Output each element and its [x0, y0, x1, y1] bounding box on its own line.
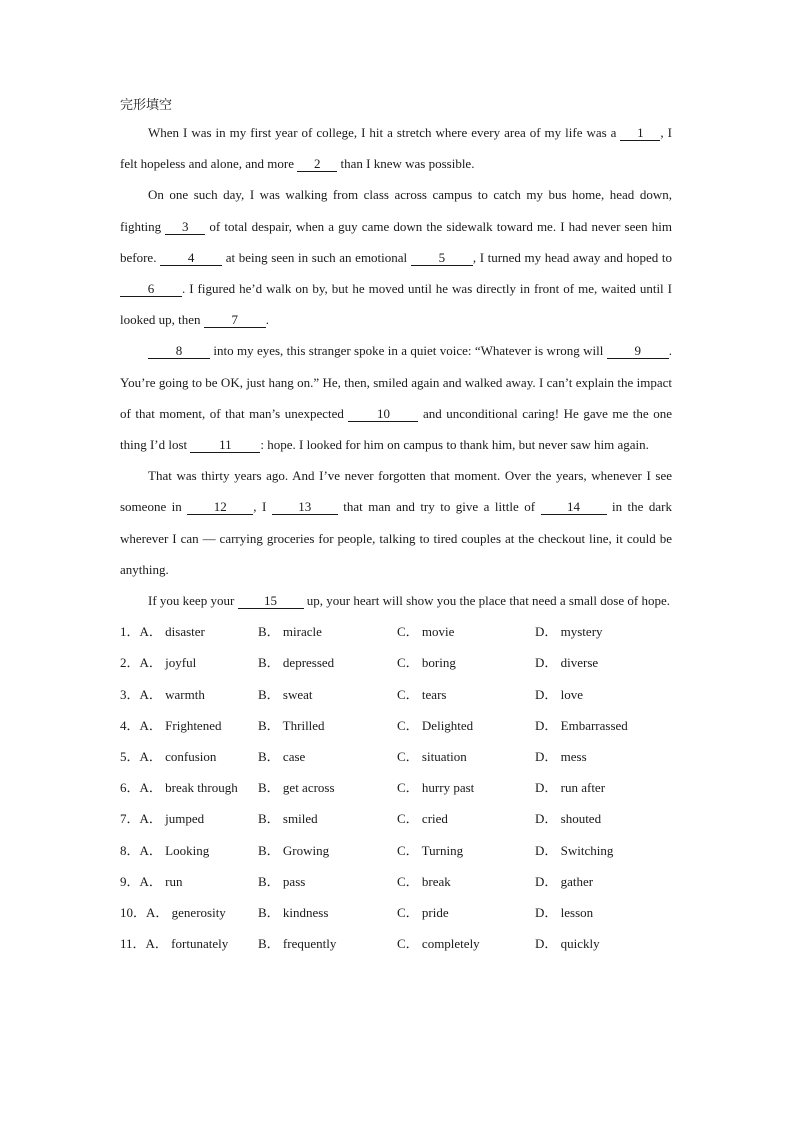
cloze-exercise — [120, 96, 672, 959]
passage-paragraph — [120, 585, 672, 616]
passage-text: That was thirty years ago. And I’ve never forgotten that moment. Over the years, whenever I see someone in — [120, 468, 672, 515]
question-row — [120, 928, 672, 959]
passage-text: On one such day, I was walking from class across campus to catch my bus home, head down, fighting — [120, 187, 672, 234]
passage-text: of total despair, when a guy came down the sidewalk toward me. I had never seen him before. — [120, 218, 672, 265]
passage-text: , I — [253, 499, 272, 515]
passage-text: in the dark wherever I can — carrying groceries for people, talking to tired couples at the checkout line, it could be anything. — [120, 499, 672, 577]
option-a — [120, 897, 258, 928]
option-a — [120, 835, 258, 866]
option-d: D． Switching — [535, 842, 614, 858]
blank-9: 9 — [607, 343, 669, 359]
question-row — [120, 679, 672, 710]
question-row — [120, 616, 672, 647]
passage-paragraph — [120, 117, 672, 179]
option-d: D． quickly — [535, 936, 600, 952]
passage-text: , I turned my head away and hoped to — [472, 249, 672, 265]
option-b: B． get across — [258, 780, 335, 796]
question-number: 2． — [120, 655, 140, 671]
question-number: 3． — [120, 686, 140, 702]
option-d: D． gather — [535, 873, 594, 889]
passage-paragraph — [120, 179, 672, 335]
question-number: 10． — [120, 904, 147, 920]
question-row — [120, 647, 672, 678]
blank-6: 6 — [120, 281, 182, 297]
option-c: C． hurry past — [397, 780, 475, 796]
question-row — [120, 772, 672, 803]
question-number: 6． — [120, 780, 140, 796]
passage-text: If you keep your — [148, 593, 238, 609]
option-a — [120, 741, 258, 772]
passage-text: at being seen in such an emotional — [222, 249, 411, 265]
option-c: C． cried — [397, 811, 448, 827]
option-b: B． sweat — [258, 686, 313, 702]
blank-14: 14 — [541, 499, 607, 515]
question-row — [120, 710, 672, 741]
passage-text: . You’re going to be OK, just hang on.” He, then, smiled again and walked away. I can’t explain the impact of that moment, of that man’s unexpected — [120, 343, 672, 421]
option-a-text: A． Frightened — [139, 717, 222, 733]
question-number: 1． — [120, 624, 140, 640]
option-a — [120, 679, 258, 710]
option-d: D． Embarrassed — [535, 717, 628, 733]
blank-4: 4 — [160, 250, 222, 266]
option-c: C． Delighted — [397, 717, 474, 733]
passage-text: . I figured he’d walk on by, but he moved until he was directly in front of me, waited until I looked up, then — [120, 281, 672, 328]
option-a-text: A． warmth — [139, 686, 205, 702]
option-d: D． diverse — [535, 655, 599, 671]
option-d: D． lesson — [535, 904, 594, 920]
passage-text: When I was in my first year of college, I hit a stretch where every area of my life was a — [148, 125, 621, 140]
question-number: 8． — [120, 842, 140, 858]
question-row — [120, 741, 672, 772]
option-a — [120, 616, 258, 647]
option-b: B． depressed — [258, 655, 335, 671]
blank-12: 12 — [187, 499, 253, 515]
option-a-text: A． fortunately — [145, 936, 229, 952]
blank-5: 5 — [411, 250, 473, 266]
passage-text: : hope. I looked for him on campus to thank him, but never saw him again. — [260, 437, 649, 453]
cloze-passage — [120, 117, 672, 616]
blank-15: 15 — [238, 593, 304, 609]
option-d: D． mystery — [535, 624, 603, 640]
option-b: B． case — [258, 749, 306, 764]
option-a — [120, 772, 258, 803]
question-row — [120, 803, 672, 834]
option-b: B． miracle — [258, 624, 322, 640]
passage-text: and unconditional caring! He gave me the one thing I’d lost — [120, 405, 672, 453]
option-a — [120, 866, 258, 897]
passage-paragraph — [120, 460, 672, 585]
passage-text: into my eyes, this stranger spoke in a quiet voice: “Whatever is wrong will — [210, 343, 607, 359]
question-number: 7． — [120, 811, 140, 827]
option-a-text: A． disaster — [139, 624, 205, 640]
option-b: B． Thrilled — [258, 717, 325, 733]
option-a-text: A． Looking — [139, 842, 210, 858]
option-d: D． love — [535, 686, 584, 702]
option-c: C． break — [397, 873, 451, 889]
blank-1: 1 — [620, 125, 660, 141]
option-c: C． situation — [397, 749, 467, 764]
option-a — [120, 928, 258, 959]
option-c: C． boring — [397, 655, 456, 671]
option-c: C． pride — [397, 904, 449, 920]
option-a-text: A． run — [139, 873, 183, 889]
passage-text: that man and try to give a little of — [337, 499, 541, 515]
blank-2: 2 — [297, 156, 337, 172]
question-number: 11． — [120, 936, 146, 952]
question-number: 5． — [120, 749, 140, 764]
section-title: 完形填空 — [120, 98, 173, 113]
option-c: C． Turning — [397, 842, 464, 858]
passage-paragraph — [120, 335, 672, 460]
question-row — [120, 866, 672, 897]
option-b: B． frequently — [258, 936, 337, 952]
option-a-text: A． break through — [139, 780, 238, 796]
option-d: D． mess — [535, 749, 587, 764]
passage-text: , I felt hopeless and alone, and more — [120, 125, 672, 172]
question-number: 9． — [120, 873, 140, 889]
blank-11: 11 — [190, 437, 260, 453]
question-row — [120, 897, 672, 928]
passage-text: . — [265, 312, 270, 328]
option-d: D． shouted — [535, 811, 602, 827]
option-c: C． movie — [397, 624, 455, 640]
option-b: B． pass — [258, 873, 306, 889]
option-a-text: A． jumped — [139, 811, 205, 827]
blank-7: 7 — [204, 312, 266, 328]
option-a-text: A． joyful — [139, 655, 197, 671]
option-b: B． kindness — [258, 904, 329, 920]
question-row — [120, 835, 672, 866]
option-a-text: A． confusion — [139, 749, 217, 764]
blank-3: 3 — [165, 219, 205, 235]
option-b: B． smiled — [258, 811, 318, 827]
blank-13: 13 — [272, 499, 338, 515]
option-a-text: A． generosity — [146, 904, 226, 920]
blank-8: 8 — [148, 343, 210, 359]
passage-text: than I knew was possible. — [337, 156, 475, 172]
option-a — [120, 647, 258, 678]
passage-text: up, your heart will show you the place that need a small dose of hope. — [303, 593, 670, 609]
option-a — [120, 803, 258, 834]
option-c: C． completely — [397, 936, 480, 952]
question-number: 4． — [120, 717, 140, 733]
option-c: C． tears — [397, 686, 447, 702]
option-b: B． Growing — [258, 842, 330, 858]
option-a — [120, 710, 258, 741]
answer-options — [120, 616, 672, 959]
option-d: D． run after — [535, 780, 606, 796]
blank-10: 10 — [348, 406, 418, 422]
